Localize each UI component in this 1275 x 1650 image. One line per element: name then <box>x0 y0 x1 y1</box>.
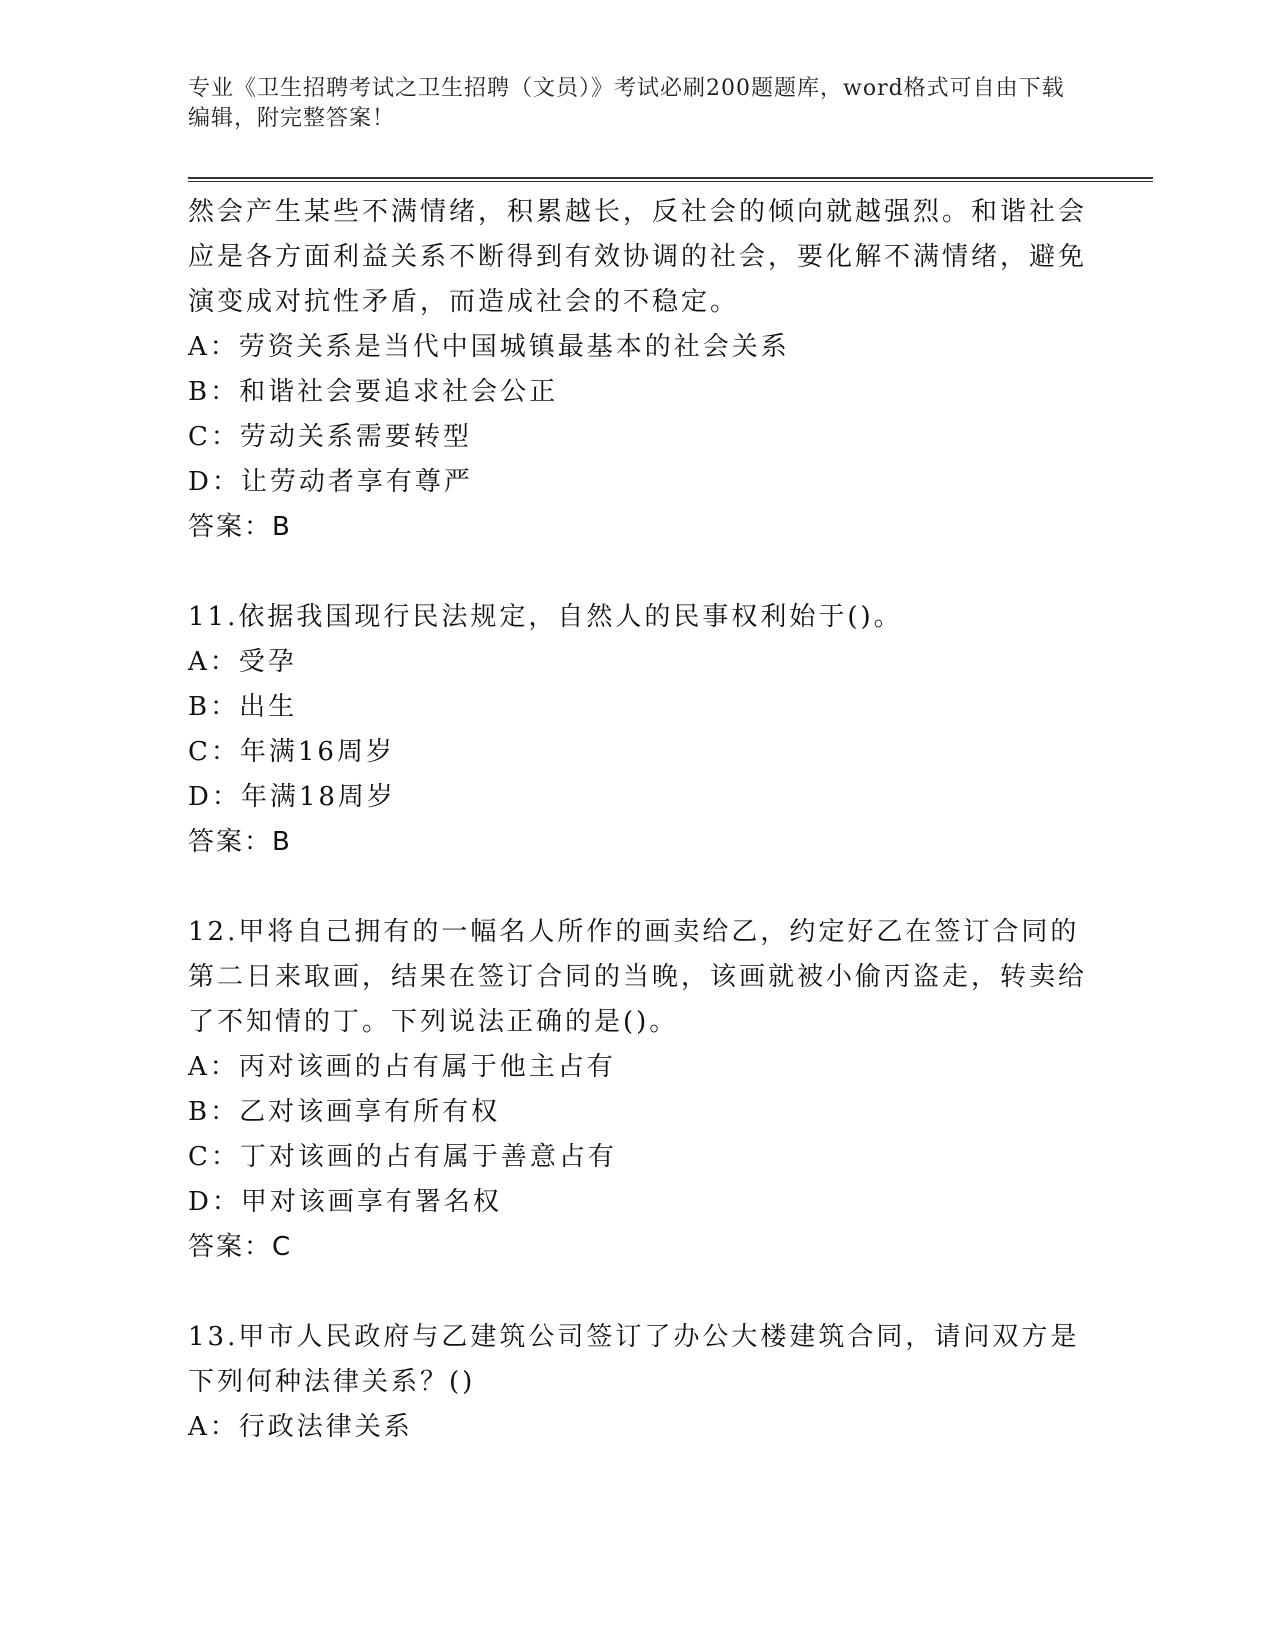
option-d: D：让劳动者享有尊严 <box>188 467 473 497</box>
option-c: C：丁对该画的占有属于善意占有 <box>188 1142 617 1172</box>
option-b: B：和谐社会要追求社会公正 <box>188 377 559 407</box>
question-12 <box>188 910 1088 1270</box>
spacer <box>188 550 1088 595</box>
question-content <box>188 190 1088 1450</box>
option-a: A：行政法律关系 <box>188 1412 413 1442</box>
question-13 <box>188 1315 1088 1450</box>
option-a: A：劳资关系是当代中国城镇最基本的社会关系 <box>188 332 790 362</box>
option-d: D：年满18周岁 <box>188 782 396 812</box>
spacer <box>188 865 1088 910</box>
answer-line: 答案：C <box>188 1232 293 1262</box>
question-11 <box>188 595 1088 865</box>
question-stem-continued: 然会产生某些不满情绪，积累越长，反社会的倾向就越强烈。和谐社会应是各方面利益关系不断得到有效协调的社会，要化解不满情绪，避免演变成对抗性矛盾，而造成社会的不稳定。 <box>188 197 1088 317</box>
question-stem: 11.依据我国现行民法规定，自然人的民事权利始于()。 <box>188 602 903 632</box>
answer-line: 答案：B <box>188 827 292 857</box>
document-title: 专业《卫生招聘考试之卫生招聘（文员）》考试必刷200题题库，word格式可自由下载编辑，附完整答案！ <box>188 76 1065 131</box>
spacer <box>188 1270 1088 1315</box>
option-a: A：丙对该画的占有属于他主占有 <box>188 1052 616 1082</box>
question-stem: 13.甲市人民政府与乙建筑公司签订了办公大楼建筑合同，请问双方是下列何种法律关系？() <box>188 1322 1080 1397</box>
page-header <box>188 74 1068 134</box>
option-c: C：年满16周岁 <box>188 737 395 767</box>
option-b: B：出生 <box>188 692 298 722</box>
option-c: C：劳动关系需要转型 <box>188 422 472 452</box>
option-b: B：乙对该画享有所有权 <box>188 1097 501 1127</box>
option-d: D：甲对该画享有署名权 <box>188 1187 502 1217</box>
question-stem: 12.甲将自己拥有的一幅名人所作的画卖给乙，约定好乙在签订合同的第二日来取画，结果在签订合同的当晚，该画就被小偷丙盗走，转卖给了不知情的丁。下列说法正确的是()。 <box>188 917 1088 1037</box>
answer-line: 答案：B <box>188 512 292 542</box>
header-divider <box>188 177 1153 182</box>
continued-question <box>188 190 1088 550</box>
option-a: A：受孕 <box>188 647 297 677</box>
